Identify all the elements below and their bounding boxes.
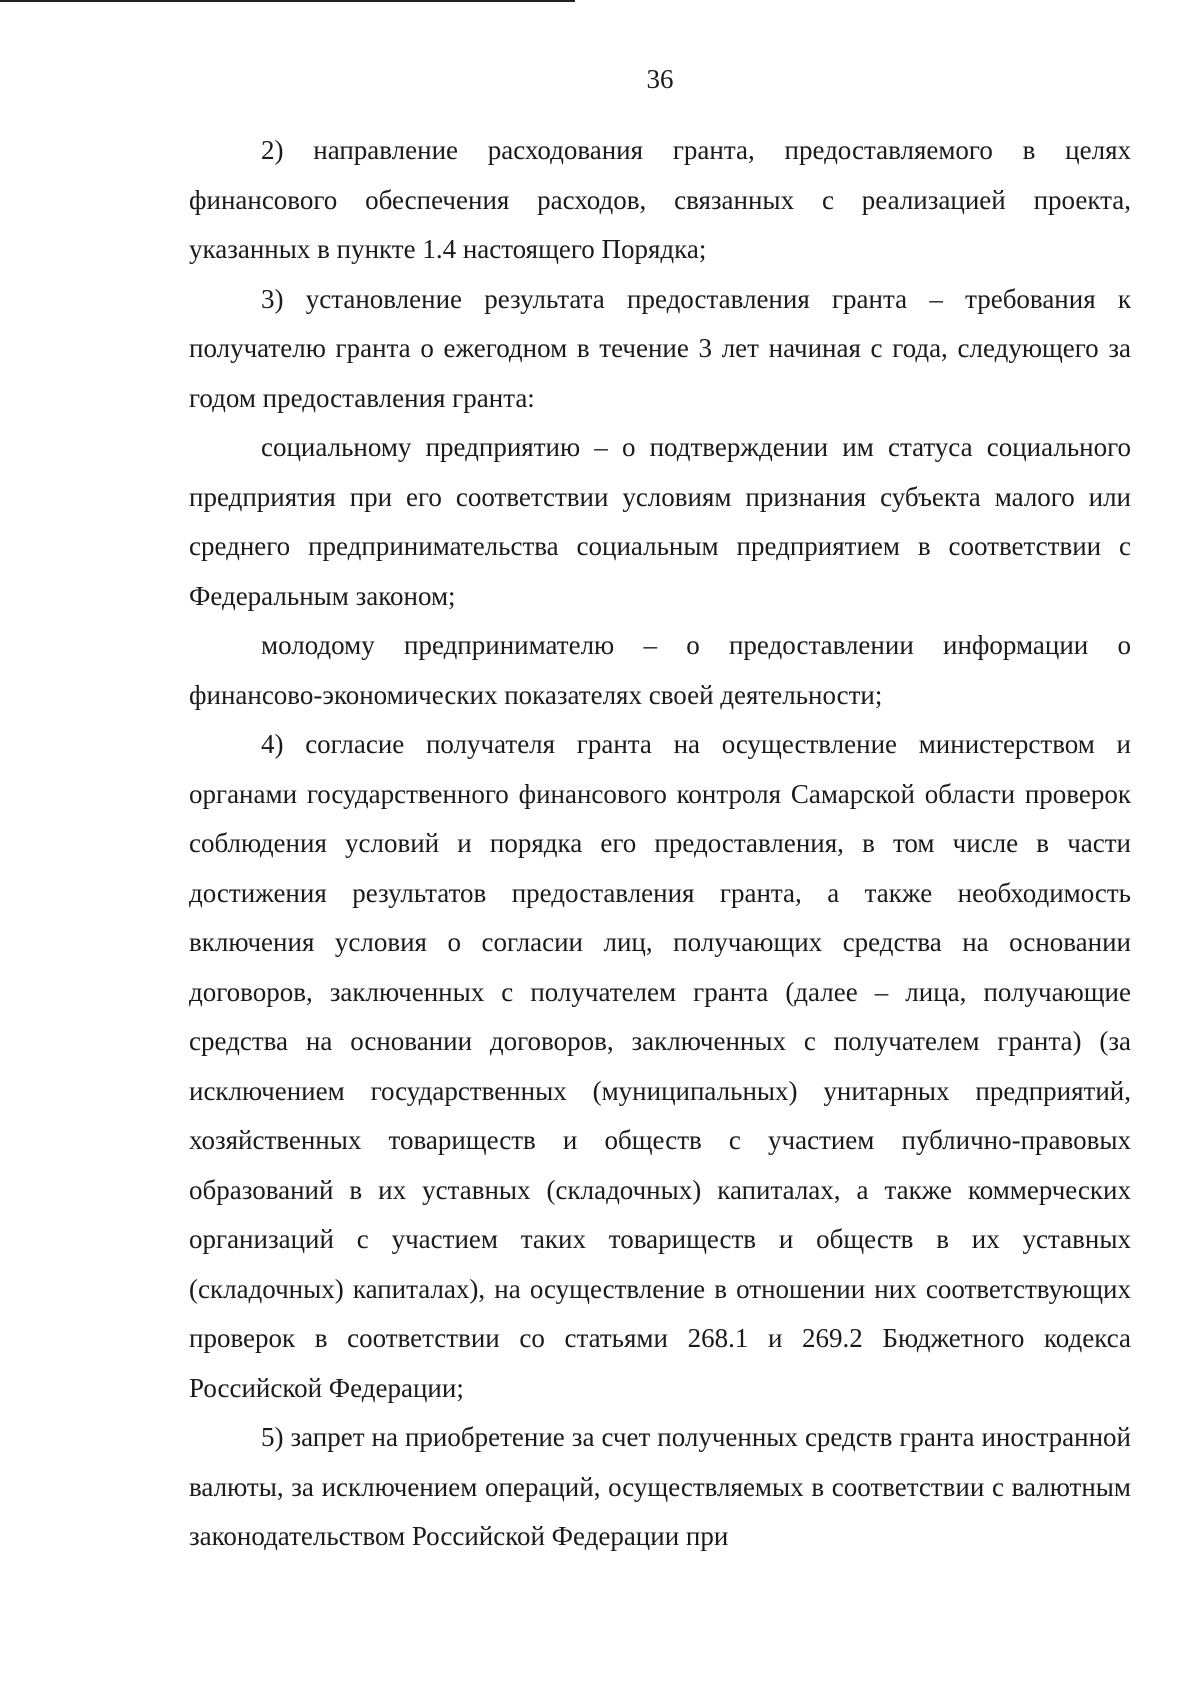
- paragraph-young-entrepreneur: молодому предпринимателю – о предоставлении информации о финансово-экономических показателях своей деятельности;: [189, 630, 1131, 710]
- paragraph-item-4: 4) согласие получателя гранта на осуществление министерством и органами государственного финансового контроля Самарской области проверок соблюдения условий и порядка его предоставления, в том числе в части достижения результатов предоставления гранта, а также необходимость включения условия о согласии лиц, получающих средства на основании договоров, заключенных с получателем гранта (далее – лица, получающие средства на основании договоров, заключенных с получателем гранта) (за исключением государственных (муниципальных) унитарных предприятий, хозяйственных товариществ и обществ с участием публично-правовых образований в их уставных (складочных) капиталах, а также коммерческих организаций с участием таких товариществ и обществ в их уставных (складочных) капиталах), на осуществление в отношении них соответствующих проверок в соответствии со статьями 268.1 и 269.2 Бюджетного кодекса Российской Федерации;: [189, 729, 1131, 1403]
- page-top-rule: [0, 0, 575, 2]
- page-number: 36: [646, 64, 674, 94]
- paragraph-item-3: 3) установление результата предоставления гранта – требования к получателю гранта о ежегодном в течение 3 лет начиная с года, следующего за годом предоставления гранта:: [189, 283, 1131, 413]
- page-body: [189, 126, 1131, 1562]
- paragraph-item-5: 5) запрет на приобретение за счет полученных средств гранта иностранной валюты, за исключением операций, осуществляемых в соответствии с валютным законодательством Российской Федерации при: [189, 1422, 1131, 1551]
- paragraph-item-2: 2) направление расходования гранта, предоставляемого в целях финансового обеспечения расходов, связанных с реализацией проекта, указанных в пункте 1.4 настоящего Порядка;: [189, 135, 1131, 264]
- paragraph-social-enterprise: социальному предприятию – о подтверждении им статуса социального предприятия при его соответствии условиям признания субъекта малого или среднего предпринимательства социальным предприятием в соответствии с Федеральным законом;: [189, 432, 1131, 611]
